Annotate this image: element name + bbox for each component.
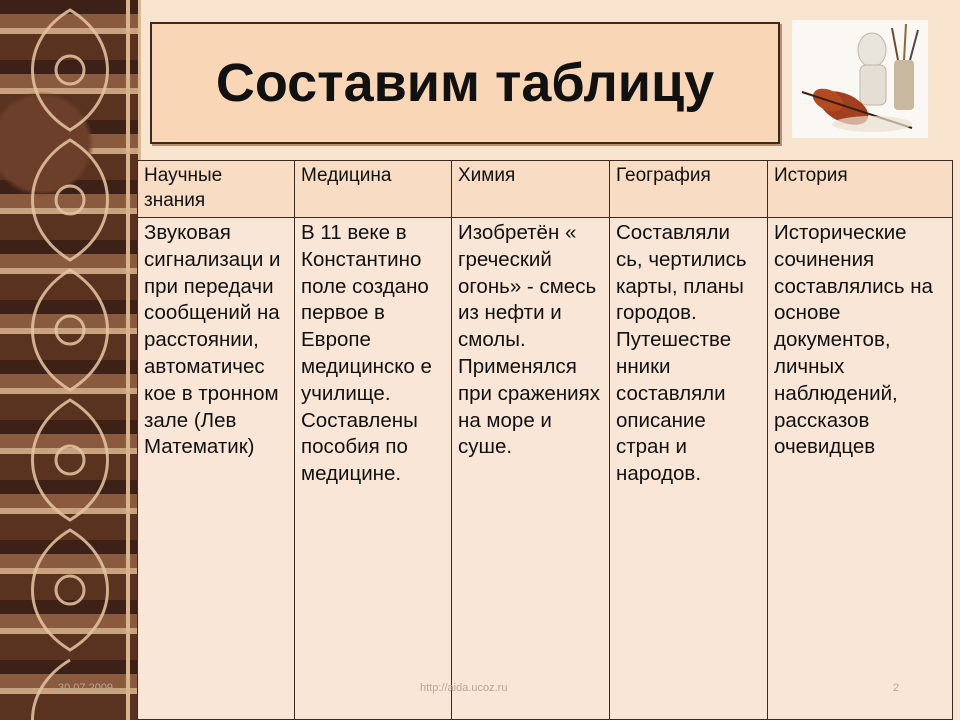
- header-medicine: Медицина: [295, 161, 452, 218]
- header-science: Научные знания: [138, 161, 295, 218]
- footer-date: 30.07.2009: [58, 682, 114, 694]
- footer-url: http://aida.ucoz.ru: [420, 682, 508, 694]
- table-row: [138, 218, 953, 720]
- cell-medicine: В 11 веке в Константино поле создано первое в Европе медицинско е училище. Составлены пособия по медицине.: [295, 218, 452, 720]
- header-history: История: [768, 161, 953, 218]
- cell-history: Исторические сочинения составлялись на основе документов, личных наблюдений, рассказов очевидцев: [768, 218, 953, 720]
- slide-title: Составим таблицу: [215, 53, 715, 113]
- table-header-row: [138, 161, 953, 218]
- violin-bust-icon: [792, 20, 928, 138]
- footer-page-number: 2: [893, 682, 900, 694]
- title-box: [150, 22, 780, 144]
- header-chemistry: Химия: [452, 161, 610, 218]
- cell-chemistry: Изобретён « греческий огонь» - смесь из нефти и смолы. Применялся при сражениях на море и суше.: [452, 218, 610, 720]
- decorative-ornament-border: [0, 0, 141, 720]
- violin-bust-illustration: [792, 20, 928, 138]
- ornament-pattern: [0, 0, 138, 720]
- knowledge-table: [137, 160, 953, 720]
- cell-geography: Составляли сь, чертились карты, планы городов. Путешестве нники составляли описание стран и народов.: [610, 218, 768, 720]
- header-geography: География: [610, 161, 768, 218]
- cell-science: Звуковая сигнализаци и при передачи сообщений на расстоянии, автоматичес кое в тронном зале (Лев Математик): [138, 218, 295, 720]
